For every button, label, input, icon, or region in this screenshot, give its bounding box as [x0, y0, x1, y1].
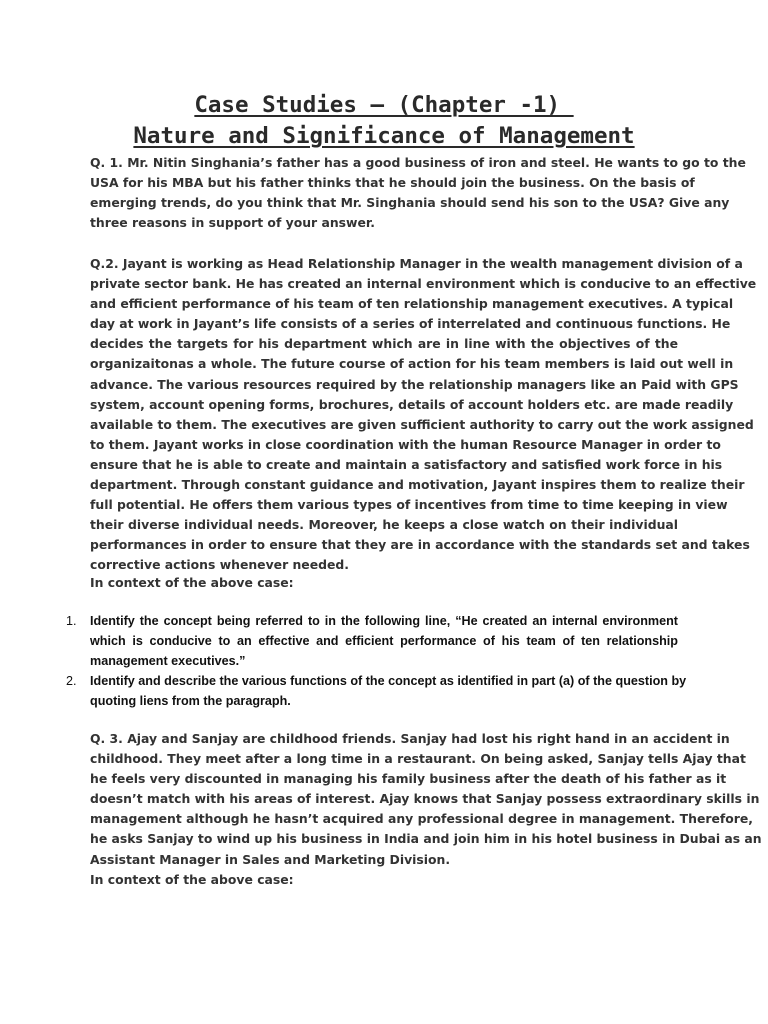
document-title: Case Studies – (Chapter -1): [194, 92, 574, 118]
subquestion-line: which is conducive to an effective and efficient performance of his team of ten relationship: [90, 634, 678, 648]
subquestion-line: management executives.”: [90, 654, 246, 668]
paragraph-line: performances in order to ensure that they are in accordance with the standards set and takes: [90, 537, 750, 553]
paragraph-line: corrective actions whenever needed.: [90, 557, 349, 573]
paragraph-line: and efficient performance of his team of ten relationship management executives. A typical: [90, 296, 734, 312]
paragraph-line: department. Through constant guidance and motivation, Jayant inspires them to realize their: [90, 477, 745, 493]
paragraph-line: decides the targets for his department which are in line with the objectives of the: [90, 336, 678, 352]
paragraph-line: management although he hasn’t acquired any professional degree in management. Therefore,: [90, 811, 753, 827]
document-subtitle: Nature and Significance of Management: [133, 123, 635, 149]
paragraph-line: USA for his MBA but his father thinks that he should join the business. On the basis of: [90, 175, 695, 191]
paragraph-line: advance. The various resources required by the relationship managers like an Paid with GPS: [90, 376, 739, 392]
paragraph-line: organizaitonas a whole. The future course of action for his team members is laid out well in: [90, 356, 734, 372]
question-2-subquestions-list: [66, 611, 687, 711]
paragraph-line: to them. Jayant works in close coordination with the human Resource Manager in order to: [90, 436, 721, 452]
subquestion-line: quoting liens from the paragraph.: [90, 694, 291, 708]
question-2-paragraph: [90, 254, 757, 576]
paragraph-line: he feels very discounted in managing his family business after the death of his father as it: [90, 771, 727, 787]
paragraph-line: doesn’t match with his areas of interest. Ajay knows that Sanjay possess extraordinary skills in: [90, 791, 760, 807]
subquestion-number: 1.: [66, 614, 77, 628]
paragraph-line: Q.2. Jayant is working as Head Relationship Manager in the wealth management division of a: [90, 256, 743, 271]
subquestion-item: [66, 611, 678, 671]
paragraph-line: Q. 1. Mr. Nitin Singhania’s father has a good business of iron and steel. He wants to go to the: [90, 155, 746, 170]
subquestion-line: Identify and describe the various functions of the concept as identified in part (a) of the question by: [90, 674, 687, 688]
paragraph-line: day at work in Jayant’s life consists of a series of interrelated and continuous functions. He: [90, 316, 731, 332]
paragraph-line: childhood. They meet after a long time in a restaurant. On being asked, Sanjay tells Ajay that: [90, 751, 746, 767]
paragraph-line: Q. 3. Ajay and Sanjay are childhood friends. Sanjay had lost his right hand in an accident in: [90, 731, 730, 746]
paragraph-line: available to them. The executives are given sufficient authority to carry out the work assigned: [90, 416, 754, 432]
paragraph-line: system, account opening forms, brochures, details of account holders etc. are made readily: [90, 396, 734, 412]
paragraph-line: three reasons in support of your answer.: [90, 215, 375, 231]
paragraph-line: ensure that he is able to create and maintain a satisfactory and satisfied work force in his: [90, 456, 723, 472]
paragraph-line: he asks Sanjay to wind up his business in India and join him in his hotel business in Dubai as an: [90, 831, 762, 847]
paragraph-line: emerging trends, do you think that Mr. Singhania should send his son to the USA? Give any: [90, 195, 730, 211]
question-3-context-line: In context of the above case:: [90, 872, 294, 887]
subquestion-line: Identify the concept being referred to in the following line, “He created an internal environment: [90, 614, 678, 628]
subquestion-number: 2.: [66, 674, 77, 688]
subquestion-item: [66, 671, 687, 711]
question-3-paragraph: [90, 729, 762, 870]
paragraph-line: Assistant Manager in Sales and Marketing Division.: [90, 851, 451, 867]
paragraph-line: full potential. He offers them various types of incentives from time to time keeping in view: [90, 497, 728, 513]
question-1-paragraph: [90, 153, 746, 233]
paragraph-line: private sector bank. He has created an internal environment which is conducive to an effective: [90, 276, 757, 292]
paragraph-line: their diverse individual needs. Moreover, he keeps a close watch on their individual: [90, 517, 678, 533]
question-2-context-line: In context of the above case:: [90, 575, 294, 590]
